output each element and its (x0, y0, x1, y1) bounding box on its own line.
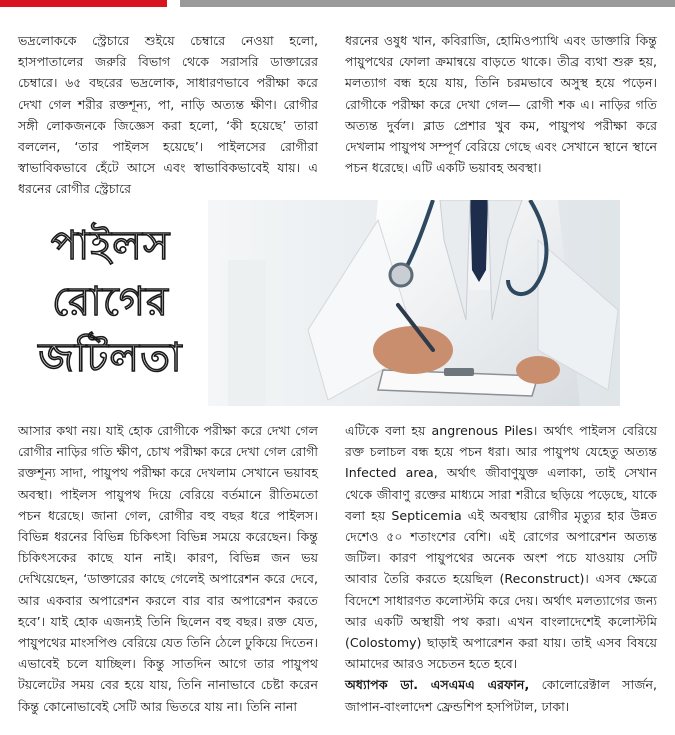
paragraph: ধরনের ওষুধ খান, কবিরাজি, হোমিওপ্যাথি এবং ডাক্তারি কিন্তু পায়ুপথের ফোলা ক্রমান্বয়ে বাড়তে থাকে। তীব্র ব্যথা শুরু হয়, মলত্যাগ বন্ধ হয়ে যায়, তিনি চরমভাবে অসুস্থ হয়ে পড়েন। রোগীকে পরীক্ষা করে দেখা গেল— রোগী শক এ। নাড়ির গতি অত্যন্ত দুর্বল। ব্লাড প্রেশার খুব কম, পায়ুপথ পরীক্ষা করে দেখলাম পায়ুপথ সম্পূর্ণ বেরিয়ে গেছে এবং সেখানে স্থানে স্থানে পচন ধরেছে। এটি একটি ভয়াবহ অবস্থা। (345, 33, 657, 176)
doctor-photo (208, 200, 620, 406)
article-column-bottom-right (345, 420, 657, 717)
top-bar-gray-segment (180, 0, 675, 7)
author-credit (345, 674, 657, 716)
paragraph: ভদ্রলোককে স্ট্রেচারে শুইয়ে চেম্বারে নেওয়া হলো, হাসপাতালের জরুরি বিভাগ থেকে সরাসরি ডাক্তারের চেম্বারে। ৬৫ বছরের ভদ্রলোক, সাধারণভাবে পরীক্ষা করে দেখা গেল শরীর রক্তশূন্য, পা, নাড়ি অত্যন্ত ক্ষীণ। রোগীর সঙ্গী লোকজনকে জিজ্ঞেস করা হলো, ‘কী হয়েছে’ তারা বললেন, ‘তার পাইলস হয়েছে’। পাইলসের রোগীরা স্বাভাবিকভাবে হেঁটে আসে এবং স্বাভাবিকভাবেই যায়। এ ধরনের রোগীর স্ট্রেচারে (18, 33, 318, 197)
top-bar-red-segment (0, 0, 167, 7)
headline-line-1: পাইলস (50, 223, 171, 269)
headline-line-3: জটিলতা (38, 335, 183, 381)
article-column-top-left (18, 30, 318, 200)
article-column-top-right (345, 30, 657, 178)
author-affiliation: কোলোরেক্টাল সার্জন, জাপান-বাংলাদেশ ফ্রেন্ডশিপ হসপিটাল, ঢাকা। (345, 677, 657, 714)
author-name: অধ্যাপক ডা. এসএমএ এরফান, (345, 677, 530, 693)
headline-line-2: রোগের (51, 279, 170, 325)
article-column-bottom-left (18, 420, 318, 717)
paragraph: আসার কথা নয়। যাই হোক রোগীকে পরীক্ষা করে দেখা গেল রোগীর নাড়ির গতি ক্ষীণ, চোখ পরীক্ষা করে দেখা গেল রোগী রক্তশূন্য সাদা, পায়ুপথ পরীক্ষা করে দেখলাম সেখানে ভয়াবহ অবস্থা। পাইলস পায়ুপথ দিয়ে বেরিয়ে বর্তমানে রীতিমতো পচন ধরেছে। জানা গেল, রোগীর বহু বছর ধরে পাইলস। বিভিন্ন ধরনের বিভিন্ন চিকিৎসা বিভিন্ন সময়ে করেছেন। কিন্তু চিকিৎসকের কাছে যান নাই। কারণ, বিভিন্ন জন ভয় দেখিয়েছেন, ‘ডাক্তারের কাছে গেলেই অপারেশন করে দেবে, আর একবার অপারেশন করলে বার বার অপারেশন করতে হবে’। যাই হোক এজন্যই তিনি ছিলেন বহু বছর। রক্ত যেত, পায়ুপথের মাংসপিণ্ড বেরিয়ে যেত তিনি ঠেলে ঢুকিয়ে দিতেন। এভাবেই চলে যাচ্ছিল। কিন্তু সাতদিন আগে তার পায়ুপথ টয়লেটের সময় বের হয়ে যায়, তিনি নানাভাবে চেষ্টা করেন কিন্তু কোনোভাবেই সেটি আর ভিতরে যায় না। তিনি নানা (18, 423, 318, 714)
paragraph: এটিকে বলা হয় angrenous Piles। অর্থাৎ পাইলস বেরিয়ে রক্ত চলাচল বন্ধ হয়ে পচন ধরা। আর পায়ুপথ যেহেতু অত্যন্ত Infected area, অর্থাৎ জীবাণুযুক্ত এলাকা, তাই সেখান থেকে জীবাণু রক্তের মাধ্যমে সারা শরীরে ছড়িয়ে পড়েছে, যাকে বলা হয় Septicemia এই অবস্থায় রোগীর মৃত্যুর হার উন্নত দেশেও ৫০ শতাংশের বেশি। এই রোগের অপারেশন অত্যন্ত জটিল। কারণ পায়ুপথের অনেক অংশ পচে যাওয়ায় সেটি আবার তৈরি করতে হয়েছিল (Reconstruct)। এসব ক্ষেত্রে বিদেশে সাধারণত কলোস্টমি করে দেয়। অর্থাৎ মলত্যাগের জন্য আর একটি অস্থায়ী পথ করা। এখন বাংলাদেশেই কলোস্টমি (Colostomy) ছাড়াই অপারেশন করা যায়। তাই এসব বিষয়ে আমাদের আরও সচেতন হতে হবে। (345, 423, 657, 672)
headline (18, 218, 203, 386)
top-bar (0, 0, 675, 7)
